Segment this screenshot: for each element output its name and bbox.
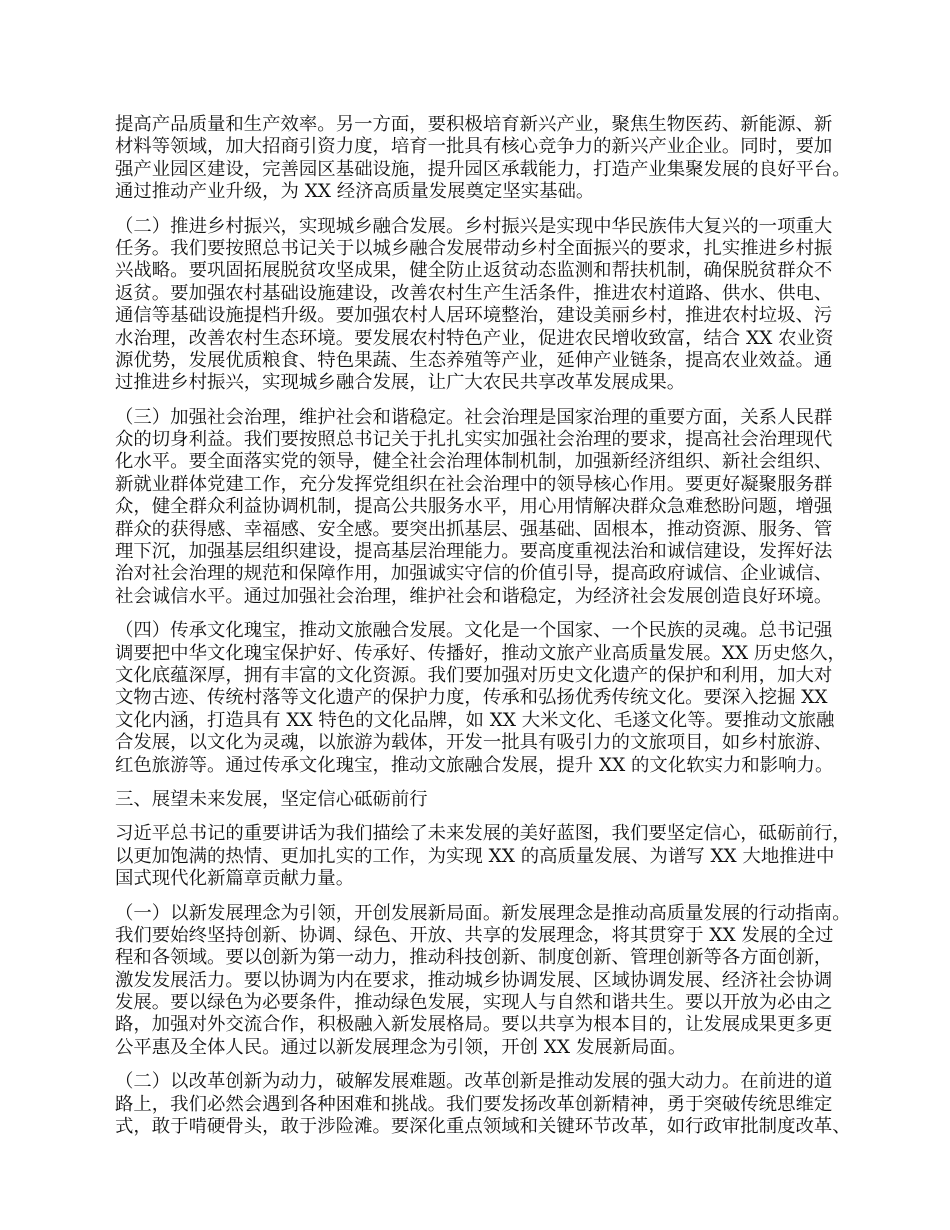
text-line: 三、展望未来发展，坚定信心砥砺前行 (115, 788, 428, 810)
paragraph (115, 1071, 851, 1138)
text-line: 治对社会治理的规范和保障作用，加强诚实守信的价值引导，提高政府诚信、企业诚信、 (115, 563, 833, 585)
paragraph (115, 407, 840, 609)
text-line: 路上，我们必然会遇到各种困难和挑战。我们要发扬改革创新精神，勇于突破传统思维定 (115, 1093, 833, 1115)
text-line: 群众的获得感、幸福感、安全感。要突出抓基层、强基础、固根本，推动资源、服务、管 (115, 518, 833, 540)
text-line: 众，健全群众利益协调机制，提高公共服务水平，用心用情解决群众急难愁盼问题，增强 (115, 496, 833, 518)
text-line: 众的切身利益。我们要按照总书记关于扎扎实实加强社会治理的要求，提高社会治理现代 (115, 429, 833, 451)
text-line: 新就业群体党建工作，充分发挥党组织在社会治理中的领导核心作用。要更好凝聚服务群 (115, 473, 833, 495)
text-line: 理下沉，加强基层组织建设，提高基层治理能力。要高度重视法治和诚信建设，发挥好法 (115, 541, 833, 563)
text-line: 水治理，改善农村生态环境。要发展农村特色产业，促进农民增收致富，结合 XX 农业资 (115, 327, 834, 349)
text-line: 材料等领域，加大招商引资力度，培育一批具有核心竞争力的新兴产业企业。同时，要加 (115, 136, 833, 158)
text-line: （四）传承文化瑰宝，推动文旅融合发展。文化是一个国家、一个民族的灵魂。总书记强 (115, 620, 833, 642)
paragraph (115, 902, 851, 1060)
text-line: 文化内涵，打造具有 XX 特色的文化品牌，如 XX 大米文化、毛遂文化等。要推动文旅融 (115, 709, 835, 731)
paragraph (115, 823, 851, 890)
text-line: 社会诚信水平。通过加强社会治理，维护社会和谐稳定，为经济社会发展创造良好环境。 (115, 585, 833, 607)
text-line: 兴战略。要巩固拓展脱贫攻坚成果，健全防止返贫动态监测和帮扶机制，确保脱贫群众不 (115, 260, 833, 282)
text-line: 源优势，发展优质粮食、特色果蔬、生态养殖等产业，延伸产业链条，提高农业效益。通 (115, 349, 833, 371)
text-line: 习近平总书记的重要讲话为我们描绘了未来发展的美好蓝图，我们要坚定信心，砥砺前行， (115, 823, 851, 845)
text-line: 文化底蕴深厚，拥有丰富的文化资源。我们要加强对历史文化遗产的保护和利用，加大对 (115, 664, 833, 686)
text-line: 任务。我们要按照总书记关于以城乡融合发展带动乡村全面振兴的要求，扎实推进乡村振 (115, 237, 833, 259)
text-line: 发展。要以绿色为必要条件，推动绿色发展，实现人与自然和谐共生。要以开放为必由之 (115, 992, 833, 1014)
text-line: 以更加饱满的热情、更加扎实的工作，为实现 XX 的高质量发展、为谱写 XX 大地推进中 (115, 845, 835, 867)
text-line: 红色旅游等。通过传承文化瑰宝，推动文旅融合发展，提升 XX 的文化软实力和影响力。 (115, 754, 834, 776)
text-line: 我们要始终坚持创新、协调、绿色、开放、共享的发展理念，将其贯穿于 XX 发展的全过 (115, 924, 834, 946)
text-line: 过推进乡村振兴，实现城乡融合发展，让广大农民共享改革发展成果。 (115, 372, 686, 394)
text-line: （一）以新发展理念为引领，开创发展新局面。新发展理念是推动高质量发展的行动指南。 (115, 902, 851, 924)
text-line: 式，敢于啃硬骨头，敢于涉险滩。要深化重点领域和关键环节改革，如行政审批制度改革、 (115, 1116, 851, 1138)
text-line: 化水平。要全面落实党的领导，健全社会治理体制机制，加强新经济组织、新社会组织、 (115, 451, 833, 473)
paragraph (115, 620, 846, 777)
text-line: 通过推动产业升级，为 XX 经济高质量发展奠定坚实基础。 (115, 181, 595, 203)
text-line: 提高产品质量和生产效率。另一方面，要积极培育新兴产业，聚焦生物医药、新能源、新 (115, 114, 833, 135)
text-line: 程和各领域。要以创新为第一动力，推动科技创新、制度创新、管理创新等各方面创新， (115, 947, 833, 969)
text-line: 激发发展活力。要以协调为内在要求，推动城乡协调发展、区域协调发展、经济社会协调 (115, 969, 833, 991)
document-body (115, 114, 851, 1150)
text-line: 合发展，以文化为灵魂，以旅游为载体，开发一批具有吸引力的文旅项目，如乡村旅游、 (115, 732, 833, 754)
text-line: 文物古迹、传统村落等文化遗产的保护力度，传承和弘扬优秀传统文化。要深入挖掘 XX (115, 687, 828, 709)
text-line: 调要把中华文化瑰宝保护好、传承好、传播好，推动文旅产业高质量发展。XX 历史悠久， (115, 642, 846, 664)
paragraph (115, 114, 851, 204)
text-line: （三）加强社会治理，维护社会和谐稳定。社会治理是国家治理的重要方面，关系人民群 (115, 406, 833, 428)
paragraph (115, 216, 840, 395)
text-line: （二）以改革创新为动力，破解发展难题。改革创新是推动发展的强大动力。在前进的道 (115, 1071, 833, 1093)
text-line: 国式现代化新篇章贡献力量。 (115, 868, 355, 890)
text-line: 公平惠及全体人民。通过以新发展理念为引领，开创 XX 发展新局面。 (115, 1036, 687, 1058)
text-line: 返贫。要加强农村基础设施建设，改善农村生产生活条件，推进农村道路、供水、供电、 (115, 282, 833, 304)
text-line: 路，加强对外交流合作，积极融入新发展格局。要以共享为根本目的，让发展成果更多更 (115, 1014, 833, 1036)
section-heading (115, 789, 840, 811)
text-line: 强产业园区建设，完善园区基础设施，提升园区承载能力，打造产业集聚发展的良好平台。 (115, 158, 851, 180)
text-line: 通信等基础设施提档升级。要加强农村人居环境整治，建设美丽乡村，推进农村垃圾、污 (115, 305, 833, 327)
text-line: （二）推进乡村振兴，实现城乡融合发展。乡村振兴是实现中华民族伟大复兴的一项重大 (115, 215, 833, 237)
